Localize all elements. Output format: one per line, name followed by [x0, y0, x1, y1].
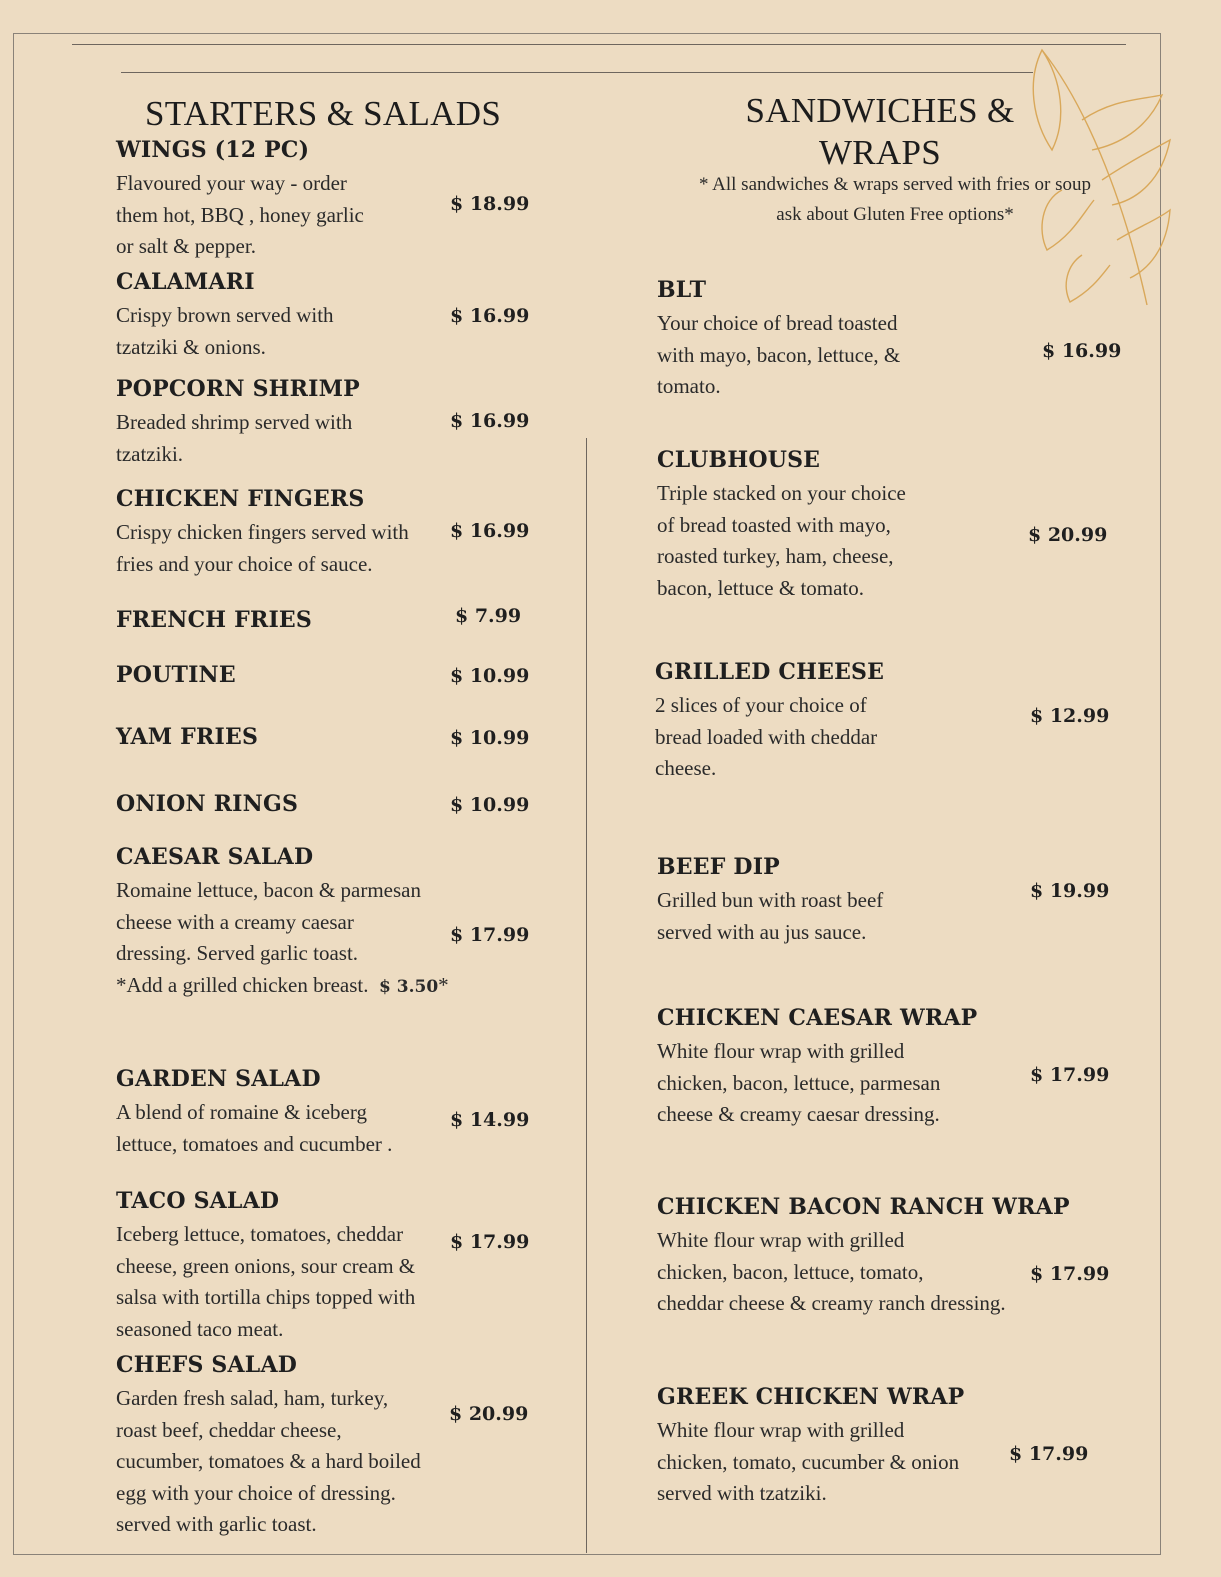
item-description: Garden fresh salad, ham, turkey, roast beef, cheddar cheese, cucumber, tomatoes & a hard boiled egg with your choice of dressing. served with garlic toast. — [116, 1386, 421, 1536]
item-description: Breaded shrimp served with tzatziki. — [116, 410, 353, 466]
item-price: $ 20.99 — [449, 1403, 529, 1425]
menu-item-beef-dip — [657, 853, 883, 948]
caesar-addon: *Add a grilled chicken breast. $ 3.50* — [116, 972, 449, 997]
item-price: $ 10.99 — [450, 794, 530, 816]
sandwiches-title-line2: WRAPS — [818, 133, 942, 172]
item-price: $ 16.99 — [450, 305, 530, 327]
item-price: $ 20.99 — [1028, 524, 1108, 546]
item-description: Flavoured your way - order them hot, BBQ , honey garlic or salt & pepper. — [116, 171, 364, 258]
item-description: Triple stacked on your choice of bread toasted with mayo, roasted turkey, ham, cheese, bacon, lettuce & tomato. — [657, 481, 906, 600]
item-name: POUTINE — [116, 662, 236, 688]
sides-note-line1: * All sandwiches & wraps served with fries or soup — [698, 174, 1092, 195]
second-rule — [121, 72, 1033, 73]
item-name: CHICKEN FINGERS — [116, 486, 365, 512]
item-price: $ 10.99 — [450, 727, 530, 749]
item-price: $ 17.99 — [450, 1231, 530, 1253]
menu-item-taco-salad — [116, 1187, 415, 1345]
menu-item-popcorn-shrimp — [116, 375, 360, 470]
item-name: WINGS (12 PC) — [116, 137, 310, 163]
item-name: CHICKEN CAESAR WRAP — [657, 1005, 978, 1031]
sandwiches-wraps-title — [700, 90, 1060, 174]
item-description: Grilled bun with roast beef served with au jus sauce. — [657, 888, 884, 944]
item-name: TACO SALAD — [116, 1188, 280, 1214]
item-name: CAESAR SALAD — [116, 844, 314, 870]
item-name: GRILLED CHEESE — [655, 659, 885, 685]
item-description: Iceberg lettuce, tomatoes, cheddar cheese, green onions, sour cream & salsa with tortilla chips topped with seasoned taco meat. — [116, 1222, 416, 1341]
menu-item-chicken-bacon-ranch-wrap — [657, 1193, 1070, 1320]
item-name: BLT — [657, 277, 707, 303]
item-price: $ 7.99 — [455, 605, 522, 627]
menu-item-garden-salad — [116, 1065, 392, 1160]
item-name: CLUBHOUSE — [657, 447, 821, 473]
sides-note-line2: ask about Gluten Free options* — [776, 204, 1014, 225]
menu-item-chicken-caesar-wrap — [657, 1004, 977, 1131]
item-name: CHEFS SALAD — [116, 1352, 298, 1378]
menu-item-wings — [116, 136, 364, 263]
starters-salads-title: STARTERS & SALADS — [145, 94, 502, 133]
item-price: $ 17.99 — [1030, 1263, 1110, 1285]
item-description: Crispy brown served with tzatziki & onions. — [116, 303, 334, 359]
item-price: $ 17.99 — [450, 924, 530, 946]
item-name: CALAMARI — [116, 269, 255, 295]
menu-item-calamari — [116, 268, 334, 363]
sides-note — [660, 170, 1130, 230]
item-description: White flour wrap with grilled chicken, bacon, lettuce, parmesan cheese & creamy caesar dressing. — [657, 1039, 941, 1126]
item-price: $ 17.99 — [1030, 1064, 1110, 1086]
sandwiches-title-line1: SANDWICHES & — [745, 91, 1015, 130]
menu-item-poutine — [116, 661, 236, 689]
item-description: Crispy chicken fingers served with fries and your choice of sauce. — [116, 520, 409, 576]
menu-item-french-fries — [116, 606, 312, 634]
item-price: $ 14.99 — [450, 1109, 530, 1131]
item-name: GARDEN SALAD — [116, 1066, 321, 1092]
item-price: $ 17.99 — [1009, 1443, 1089, 1465]
item-price: $ 18.99 — [450, 193, 530, 215]
item-description: Romaine lettuce, bacon & parmesan cheese with a creamy caesar dressing. Served garlic toast. *Add a grilled chicken breast. $ 3.50* — [116, 875, 449, 1003]
menu-item-clubhouse — [657, 446, 906, 604]
item-name: YAM FRIES — [116, 724, 259, 750]
item-price: $ 16.99 — [1042, 340, 1122, 362]
column-divider — [586, 438, 587, 1553]
item-name: ONION RINGS — [116, 791, 299, 817]
menu-item-grilled-cheese — [655, 658, 884, 785]
menu-item-yam-fries — [116, 723, 258, 751]
item-price: $ 10.99 — [450, 665, 530, 687]
item-description: A blend of romaine & iceberg lettuce, tomatoes and cucumber . — [116, 1100, 393, 1156]
item-description: White flour wrap with grilled chicken, bacon, lettuce, tomato, cheddar cheese & creamy ranch dressing. — [657, 1228, 1006, 1315]
item-name: CHICKEN BACON RANCH WRAP — [657, 1194, 1070, 1220]
item-price: $ 12.99 — [1030, 705, 1110, 727]
menu-item-chicken-fingers — [116, 485, 409, 580]
item-price: $ 16.99 — [450, 410, 530, 432]
menu-item-greek-chicken-wrap — [657, 1383, 964, 1510]
item-name: BEEF DIP — [657, 854, 780, 880]
item-description: 2 slices of your choice of bread loaded with cheddar cheese. — [655, 693, 878, 780]
item-name: POPCORN SHRIMP — [116, 376, 360, 402]
top-rule — [72, 44, 1126, 45]
menu-item-chefs-salad — [116, 1351, 421, 1541]
item-name: GREEK CHICKEN WRAP — [657, 1384, 965, 1410]
menu-item-onion-rings — [116, 790, 298, 818]
item-price: $ 16.99 — [450, 520, 530, 542]
menu-item-caesar-salad — [116, 843, 449, 1003]
item-description: Your choice of bread toasted with mayo, bacon, lettuce, & tomato. — [657, 311, 901, 398]
item-price: $ 19.99 — [1030, 880, 1110, 902]
item-description: White flour wrap with grilled chicken, tomato, cucumber & onion served with tzatziki. — [657, 1418, 960, 1505]
item-name: FRENCH FRIES — [116, 607, 312, 633]
menu-item-blt — [657, 276, 900, 403]
